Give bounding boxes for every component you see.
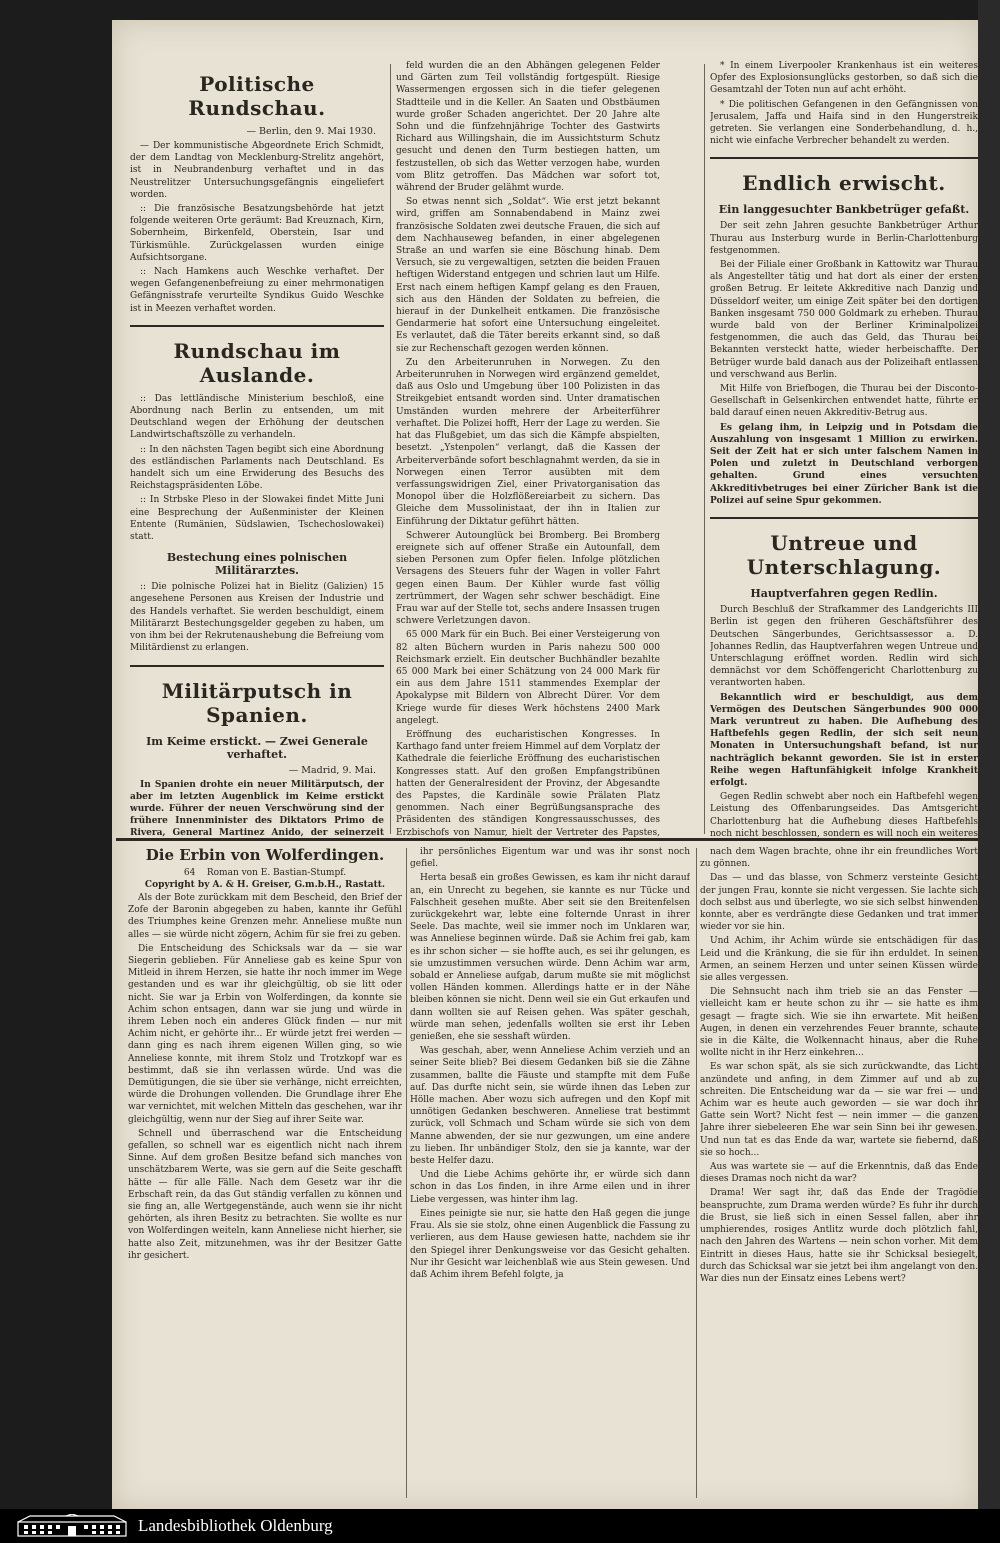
- serial-text: nach dem Wagen brachte, ohne ihr ein freundliches Wort zu gönnen.: [700, 847, 978, 870]
- section-divider: [710, 517, 978, 519]
- headline-endlich-erwischt: Endlich erwischt.: [742, 171, 946, 196]
- section-divider: [130, 665, 384, 667]
- serial-text: ihr persönliches Eigentum war und was ihr sonst noch gefiel.: [410, 847, 690, 870]
- article-text: 65 000 Mark für ein Buch. Bei einer Versteigerung von 82 alten Büchern wurden in Paris nahezu 500 000 Reichsmark erzielt. Ein deutscher Buchhändler bezahlte 65 000 Mark bei einer Schätzung von 24 000 Mark für ein aus dem Jahre 1511 stammendes Exemplar der Apokalypse mit Bildern von Albrecht Dürer. Vor dem Kriege wurde für dieses Werk höchstens 2400 Mark angelegt.: [396, 630, 660, 726]
- headline-rundschau-ausland: Rundschau im Auslande.: [173, 338, 341, 387]
- article-text: Bekanntlich wird er beschuldigt, aus dem Vermögen des Deutschen Sängerbundes 900 000 Mark veruntreut zu haben. Die Aufhebung des Haftbefehls gegen Redlin, der sich seit neun Monaten in Untersuchungshaft befand, ist nur nachträglich bekannt geworden. Sie ist in erster Reihe wegen Haftunfähigkeit infolge Krankheit erfolgt.: [710, 692, 978, 788]
- section-divider: [130, 325, 384, 327]
- article-text: :: Die französische Besatzungsbehörde hat jetzt folgende weiteren Orte geräumt: Bad Kreuznach, Kirn, Sobernheim, Birkenfeld, Oberstein, Isar und Türkismühle. Zurückgelassen wurden einige Aufsichtsorgane.: [130, 204, 384, 263]
- headline-untreue: Untreue und Unterschlagung.: [746, 531, 942, 580]
- serial-author: [128, 868, 402, 878]
- article-text: * Die politischen Gefangenen in den Gefängnissen von Jerusalem, Jaffa und Haifa sind in den Hungerstreik getreten. Sie verlangen eine Sonderbehandlung, d. h., nicht wie einfache Verbrecher behandelt zu werden.: [710, 99, 978, 147]
- serial-text: Drama! Wer sagt ihr, daß das Ende der Tragödie beanspruchte, zum Drama werden würde? Es fuhr ihr durch die Brust, sie ließ sich in einen Sessel fallen, aber ihr umphierendes, rosiges Antlitz wurde doch plötzlich fahl, nach den Jahren des Wartens — nein schon vorher. Mit dem Eintritt in dieses Haus, hatte sie ihr Schicksal besiegelt, durch das Schicksal war sie jetzt bei ihm angelangt von den. War dies nun der Einsatz eines Lebens wert?: [700, 1188, 978, 1284]
- article-text: Gegen Redlin schwebt aber noch ein Haftbefehl wegen Leistung des Offenbarungseides. Das Amtsgericht Charlottenburg hat die Aufhebung dieses Haftbefehls noch nicht beschlossen, sondern es will noch ein weiteres: [710, 792, 978, 838]
- article-text: Mit Hilfe von Briefbogen, die Thurau bei der Disconto-Gesellschaft in Gelsenkirchen entwendet hatte, führte er bald darauf einen neuen Akkreditiv-Betrug aus.: [710, 384, 978, 419]
- serial-author-text: Roman von E. Bastian-Stumpf.: [206, 868, 347, 878]
- column-rule: [704, 64, 705, 834]
- serial-copyright: Copyright by A. & H. Greiser, G.m.b.H., Rastatt.: [144, 880, 386, 890]
- headline-politische-rundschau: Politische Rundschau.: [188, 72, 326, 120]
- serial-title: Die Erbin von Wolferdingen.: [145, 846, 385, 864]
- serial-number: 64: [183, 868, 196, 878]
- article-text: feld wurden die an den Abhängen gelegenen Felder und Gärten zum Teil vollständig fortgespült. Riesige Wassermengen ergossen sich in die tiefer gelegenen Stadtteile und in die Keller. An Saaten und Obstbäumen wurde großer Schaden angerichtet. Der 20 Jahre alte Sohn und die fünfzehnjährige Tochter des Gastwirts Richard aus Willingshain, die im Aussichtsturm Schutz gesucht und denen den Turm bestiegen hatten, um festzustellen, ob sich das Wetter verzogen habe, wurden vom Blitz getroffen. Das Mädchen war sofort tot, während der Bruder gelähmt wurde.: [396, 61, 660, 194]
- serial-text: Das — und das blasse, von Schmerz versteinte Gesicht der jungen Frau, konnte sie nicht vergessen. Sie lachte sich doch selbst aus und überlegte, wo sie sich selbst hinwenden konnte, aber es verdrängte diese Gedanken und trat immer wieder vor sie hin.: [700, 873, 978, 933]
- article-text: Schwerer Autounglück bei Bromberg. Bei Bromberg ereignete sich auf offener Straße ein Autounfall, dem sieben Personen zum Opfer fielen. Infolge plötzlichen Versagens des Steuers fuhr der Wagen in voller Fahrt gegen einen Baum. Der Kühler wurde fast völlig zertrümmert, der Wagen sehr schwer beschädigt. Eine Frau war auf der Stelle tot, sechs andere Insassen trugen schwere Verletzungen davon.: [396, 530, 660, 627]
- section-divider: [710, 157, 978, 159]
- column-2: [396, 60, 660, 838]
- serial-text: Schnell und überraschend war die Entscheidung gefallen, so schnell war es eigentlich nicht nach ihrem Sinne. Auf dem großen Besitze befand sich manches von unschätzbarem Werte, was sie gern auf die Seite geschafft hätte — für alle Fälle. Nach dem Gesetz war ihr die Erbschaft rein, da das Gut ständig verfallen zu können und sie fing an, alle Wertgegenstände, auch wenn sie ihr nicht gehörten, als ihren Besitz zu betrachten. Sie wollte es nur von Wolferdingen weiteln, kann Anneliese nicht hierher, sie hatte also Zeit, mitzunehmen, was ihr der Besitzer Gatte ihr gesichert.: [128, 1128, 402, 1261]
- article-text: — Der kommunistische Abgeordnete Erich Schmidt, der dem Landtag von Mecklenburg-Strelitz angehört, ist in Neubrandenburg verhaftet und in das Neustrelitzer Untersuchungsgefängnis eingeliefert worden.: [130, 141, 384, 200]
- dateline-berlin: — Berlin, den 9. Mai 1930.: [246, 126, 376, 137]
- serial-text: Herta besaß ein großes Gewissen, es kam ihr nicht darauf an, ein Unrecht zu begehen, sie kannte es nur Tücke und Falschheit gesehen mußte. Aber seit sie den Breitenfelsen zurückgekehrt war, lebte eine folternde Unrast in ihrer Seele. Das machte, weil sie immer noch im Unklaren war, was Anneliese beginnen würde. Daß sie Achim frei gab, kam es ihr schon sicher — sie hoffte auch, es sei ihr gelungen, es sie umzustimmen versuchen würde. Denn Achim war arm, sobald er Anneliese aufgab, darum mußte sie mit möglichst vollen Händen kommen. Allerdings hatte er in der Nähe bleiben können sie nicht. Denn weil sie ein Gut erkaufen und dann wollten sie auf Reisen gehen. Was später geschah, würde man sehen, jedenfalls wollten sie erst ihr Leben genießen, ehe sie sesshaft würden.: [410, 873, 690, 1043]
- article-text: In Spanien drohte ein neuer Militärputsch, der aber im letzten Augenblick im Keime erstickt wurde. Führer der neuen Verschwörung sind der frühere Innenminister des Diktators Primo de Rivera, General Martinez Anido, der seinerzeit: [130, 779, 384, 838]
- serial-text: Eines peinigte sie nur, sie hatte den Haß gegen die junge Frau. Als sie sie stolz, ohne einen Augenblick die Fassung zu verlieren, aus dem Hause gewiesen hatte, nachdem sie ihr den Spiegel ihrer Denkungsweise vor das Gesicht gehalten. Nur ihr Gesicht war leichenblaß wie aus Stein gewesen. Und daß Achim ihrem Befehl folgte, ja: [410, 1208, 690, 1280]
- column-rule: [696, 848, 697, 1498]
- article-text: :: Die polnische Polizei hat in Bielitz (Galizien) 15 angesehene Personen aus Kreisen der Industrie und des Handels verhaftet. Sie werden beschuldigt, einem Militärarzt Bestechungsgelder gegeben zu haben, um von ihm bei der Rekrutenaushebung die Befreiung vom Militärdienst zu erlangen.: [130, 582, 384, 654]
- serial-text: Als der Bote zurückkam mit dem Bescheid, den Brief der Zofe der Baronin abgegeben zu haben, kannte ihr Gefühl des Triumphes keine Grenzen mehr. Anneliese mußte nun alles — sie würde nicht zögern, Achim für sie frei zu geben.: [128, 893, 402, 940]
- serial-text: Und Achim, ihr Achim würde sie entschädigen für das Leid und die Kränkung, die sie für ihn erduldet. In seinen Armen, an seinem Herzen und unter seinen Küssen würde sie alles vergessen.: [700, 936, 978, 984]
- subheading-im-keime: Im Keime erstickt. — Zwei Generale verhaftet.: [146, 734, 368, 761]
- serial-text: Und die Liebe Achims gehörte ihr, er würde sich dann schon in das Los finden, in ihre Arme eilen und in ihrer Liebe vergessen, was hinter ihm lag.: [410, 1170, 690, 1205]
- library-name: Landesbibliothek Oldenburg: [138, 1516, 333, 1535]
- column-rule: [406, 848, 407, 1498]
- library-footer: [0, 1509, 1000, 1543]
- article-text: :: In Strbske Pleso in der Slowakei findet Mitte Juni eine Besprechung der Außenminister der Kleinen Entente (Rumänien, Südslawien, Tschechoslowakei) statt.: [130, 495, 384, 543]
- serial-text: Was geschah, aber, wenn Anneliese Achim verzieh und an seiner Seite blieb? Bei diesem Gedanken biß sie die Zähne zusammen, ballte die Fäuste und stampfte mit dem Fuße auf. Das durfte nicht sein, sie würde ihnen das Leben zur Hölle machen. Aber wozu sich aufregen und den Kopf mit unnötigen Gedanken beschweren. Anneliese trat bestimmt zurück, voll Schmach und Scham würde sie sich von dem Manne abwenden, der sie nur gezwungen, um eine andere zu lieben. Ihr unbändiger Stolz, den sie ja kannte, war der beste Helfer dazu.: [410, 1046, 690, 1167]
- article-text: Eröffnung des eucharistischen Kongresses. In Karthago fand unter freiem Himmel auf dem Vorplatz der Kathedrale die feierliche Eröffnung des eucharistischen Kongresses statt. Auf den großen Empfangstribünen hatten der Generalresident der Provinz, der Abgesandte des Papstes, die Kardinäle sowie Prälaten Platz genommen. Nach einer Begrüßungsansprache des Präsidenten des ständigen Kongressausschusses, des Erzbischofs von Namur, hielt der Vertreter des Papstes,: [396, 729, 660, 838]
- article-text: :: Nach Hamkens auch Weschke verhaftet. Der wegen Gefangenenbefreiung zu einer mehrmonatigen Gefängnisstrafe verurteilte Syndikus Guido Weschke ist in Meezen verhaftet worden.: [130, 267, 384, 314]
- article-text: Zu den Arbeiterunruhen in Norwegen. Zu den Arbeiterunruhen in Norwegen wird ergänzend gemeldet, daß aus Oslo und Umgebung über 100 Polizisten in das Streikgebiet entsandt worden sind. Unter dramatischen Umständen wurden mehrere der Arbeiterführer verhaftet. Die Polizei hofft, Herr der Lage zu werden. Sie hat das Flußgebiet, um das sich die Kämpfe abspielten, besetzt. „Ystenpolen“ verlangt, daß die Kassen der Arbeiterverbände sofort beschlagnahmt werden, da sie in Norwegen einen Terror ausübten mit dem verfassungswidrigen Ziel, einer Privatorganisation das Monopol über die Holzflößereiarbeit zu sichern. Das Gleiche dem Mussolinistaat, der ihn in Italien zur Einführung der Diktatur geführt hätten.: [396, 357, 660, 527]
- column-1: [130, 60, 384, 838]
- column-3: [710, 60, 978, 838]
- dateline-madrid: — Madrid, 9. Mai.: [288, 764, 376, 776]
- article-text: * In einem Liverpooler Krankenhaus ist ein weiteres Opfer des Explosionsunglücks gestorben, so daß sich die Gesamtzahl der Toten nun auf acht erhöht.: [710, 61, 978, 96]
- serial-text: Es war schon spät, als sie sich zurückwandte, das Licht anzündete und anfing, in dem Zimmer auf und ab zu schreiten. Die Entscheidung war da — sie war frei — und Achim war es heute auch geworden — sie war doch ihr Gatte sein Wort? Nicht fest — nein immer — die ganzen Jahre ihrer siebeleeren Ehe war sein Sinn bei ihr gewesen. Und nun tat es das Ende da war, wartete sie fiebernd, daß sie so hoch...: [700, 1062, 978, 1158]
- article-text: :: Das lettländische Ministerium beschloß, eine Abordnung nach Berlin zu entsenden, um mit Deutschland wegen der Erhöhung der deutschen Landwirtschaftszölle zu verhandeln.: [130, 393, 384, 441]
- article-text: Der seit zehn Jahren gesuchte Bankbetrüger Arthur Thurau aus Insterburg wurde in Berlin-Charlottenburg festgenommen.: [710, 221, 978, 256]
- article-text: Durch Beschluß der Strafkammer des Landgerichts III Berlin ist gegen den früheren Geschäftsführer des Deutschen Sängerbundes, Gerichtsassessor a. D. Johannes Redlin, das Hauptverfahren wegen Untreue und Unterschlagung eröffnet worden. Redlin wird sich demnächst vor dem Schöffengericht Charlottenburg zu verantworten haben.: [710, 605, 978, 689]
- serial-separator: [116, 838, 978, 841]
- article-text: Es gelang ihm, in Leipzig und in Potsdam die Auszahlung von insgesamt 1 Million zu erwirken. Seit der Zeit hat er sich unter falschem Namen in Polen und zuletzt in Deutschland verborgen gehalten. Grund eines versuchten Akkreditivbetruges bei einer Züricher Bank ist die Polizei auf seine Spur gekommen.: [710, 422, 978, 506]
- serial-column-1: [128, 846, 402, 1496]
- column-rule: [390, 64, 391, 834]
- serial-column-2: [410, 846, 690, 1496]
- subheading-bankbetrueger: Ein langgesuchter Bankbetrüger gefaßt.: [718, 203, 970, 217]
- subheading-redlin: Hauptverfahren gegen Redlin.: [750, 587, 938, 601]
- serial-text: Die Sehnsucht nach ihm trieb sie an das Fenster — vielleicht kam er heute schon zu ihr — sie hatte es ihm gesagt — fragte sich. Wie sie ihn erwartete. Mit heißen Augen, in denen ein verzehrendes Feuer brannte, schaute sie in die Kälte, die Wolkennacht hinaus, aber die Ruhe wollte nicht in ihr Herz einkehren...: [700, 987, 978, 1059]
- subheading-bestechung: Bestechung eines polnischen Militärarztes.: [166, 551, 348, 578]
- article-text: :: In den nächsten Tagen begibt sich eine Abordnung des estländischen Parlaments nach Deutschland. Es handelt sich um eine Erwiderung des Besuchs des Reichstagspräsidenten Löbe.: [130, 444, 384, 492]
- serial-text: Aus was wartete sie — auf die Erkenntnis, daß das Ende dieses Dramas noch nicht da war?: [700, 1162, 978, 1185]
- serial-column-3: [700, 846, 978, 1496]
- library-building-icon: [16, 1514, 128, 1538]
- serial-text: Die Entscheidung des Schicksals war da — sie war Siegerin geblieben. Für Anneliese gab es keine Spur von Mitleid in ihrem Herzen, sie hatte ihr noch immer im Wege gestanden und es war ihr gleichgültig, ob sie litt oder nicht. Sie war ja Erbin von Wolferdingen, da konnte sie Achim schon entsagen, dann war sie jung und würde in ihrem Leben noch ein anderes Glück finden — nur mit Achim nicht, er gehörte ihr... Er würde jetzt frei werden — dann ging es nach ihrem eigenen Willen ging, so wie Anneliese konnte, mit ihrem Stolz und Trotzkopf war es bestimmt, daß sie ihn verlassen würde. Und was die Demütigungen, die sie über sie verhänge, nicht erreichten, würde die Drohungen vollenden. Die Grundlage ihrer Ehe war vernichtet, mit welchen Mitteln das geschehen, war ihr gleichgültig, wenn nur der Sieg auf ihrer Seite war.: [128, 943, 402, 1125]
- scan-edge: [978, 0, 1000, 1543]
- newspaper-page: [112, 20, 978, 1510]
- article-text: Bei der Filiale einer Großbank in Kattowitz war Thurau als Angestellter tätig und hat dort als einer der ersten großen Betrug. Er leitete Akkreditive nach Danzig und Düsseldorf weiter, um einige Zeit später bei den dortigen Banken insgesamt 750 000 Goldmark zu erheben. Thurau wurde bald von der Berliner Kriminalpolizei festgenommen, die auch das Geld, das Thurau bei Bekannten versteckt hatte, wieder herbeischaffte. Der Betrüger wurde bald danach aus der Polizeihaft entlassen und verschwand aus Berlin.: [710, 260, 978, 380]
- article-text: So etwas nennt sich „Soldat“. Wie erst jetzt bekannt wird, griffen am Sonnabendabend in Mainz zwei französische Soldaten zwei deutsche Frauen, die sich auf dem Nachhauseweg befanden, in einer abgelegenen Straße an und warfen sie eine Böschung hinab. Dem Versuch, sie zu vergewaltigen, setzten die beiden Frauen heftigen Widerstand entgegen und schrien laut um Hilfe. Erst nach einem heftigen Kampf gelang es den Frauen, sich aus den Händen der Soldaten zu befreien, die hierauf in der Dunkelheit entkamen. Die französische Gendarmerie hat sofort eine Untersuchung eingeleitet. Es verlautet, daß die Täter bereits erkannt sind, so daß sie zur Rechenschaft gezogen werden können.: [396, 197, 660, 354]
- headline-militaerputsch: Militärputsch in Spanien.: [161, 678, 353, 727]
